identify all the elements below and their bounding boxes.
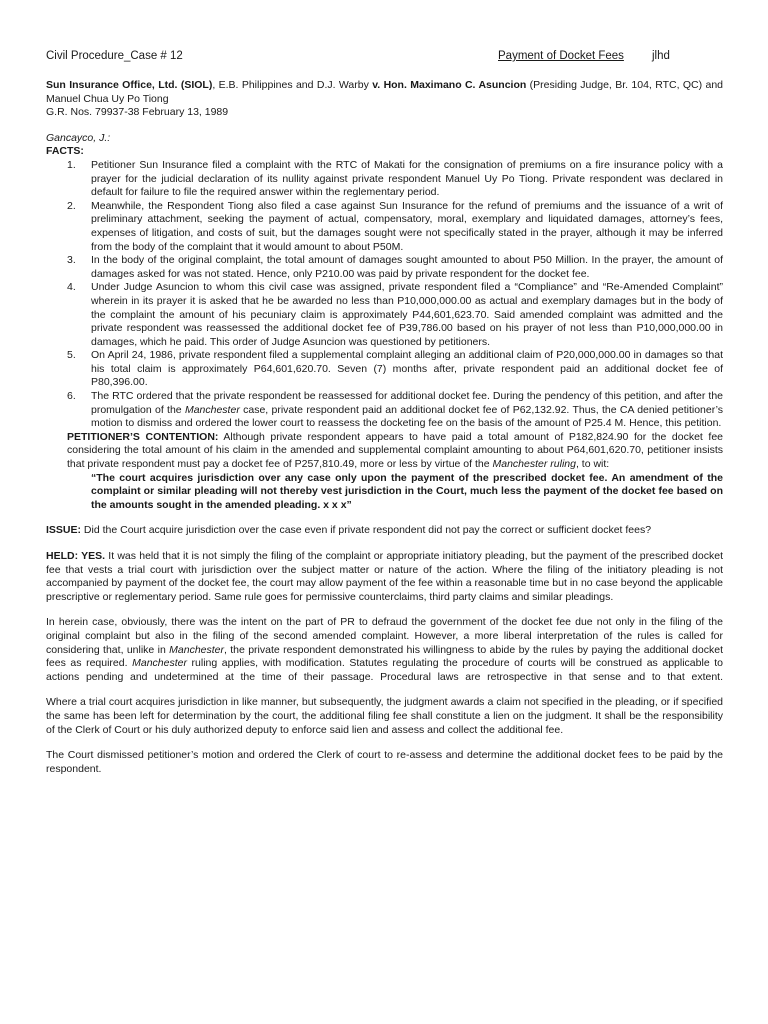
lien-paragraph: Where a trial court acquires jurisdiction in like manner, but subsequently, the judgment awards a claim not specified in the pleading, or if specified the same has been left for determination by the court, the additional filing fee shall constitute a lien on the judgment. It shall be the responsibility of the Clerk of Court or his duly authorized deputy to enforce said lien and assess and collect the additional fee. (46, 696, 723, 736)
discussion-paragraph: In herein case, obviously, there was the intent on the part of PR to defraud the government of the docket fee due not only in the filing of the original complaint but also in the filing of the second amended complaint. However, a more liberal interpretation of the rules is called for considering that, unlike in Manchester, the private respondent demonstrated his willingness to abide by the rules by paying the additional docket fees as required. Manchester ruling applies, with modification. Statutes regulating the procedure of courts will be construed as applicable to actions pending and undetermined at the time of their passage. Procedural laws are retrospective in that sense and to that extent. (46, 616, 723, 683)
gr-number: G.R. Nos. 79937-38 February 13, 1989 (46, 106, 229, 119)
petitioner-name: Sun Insurance Office, Ltd. (SIOL) (46, 79, 213, 91)
manchester-quote: “The court acquires jurisdiction over any case only upon the payment of the prescribed docket fee. An amendment of the complaint or similar pleading will not thereby vest jurisdiction in the Court, much less the payment of the docket fee based on the amounts sought in the amended pleading. x x x” (91, 471, 723, 511)
fact-item: 2. Meanwhile, the Respondent Tiong also filed a case against Sun Insurance for the refund of premiums and the issuance of a writ of preliminary attachment, seeking the payment of actual, compensatory, moral, exemplary and liquidated damages, attorney’s fees, expenses of litigation, and costs of suit, but the damages sought were not specifically stated in the prayer, although it may be inferred from the body of the complaint that it would amount to about P50M. (67, 199, 723, 253)
respondent-name: v. Hon. Maximano C. Asuncion (372, 79, 527, 91)
co-petitioners: , E.B. Philippines and D.J. Warby (212, 79, 373, 91)
fact-item: 5. On April 24, 1986, private respondent filed a supplemental complaint alleging an additional claim of P20,000,000.00 in damages so that his total claim is approximately P64,601,620.70. Seven (7) months after, private respondent paid an additional docket fee of P80,396.00. (67, 349, 723, 389)
document-body (46, 79, 723, 776)
ponente: Gancayco, J.: (46, 131, 111, 144)
fact-item: 6. The RTC ordered that the private respondent be reassessed for additional docket fee. During the pendency of this petition, and after the promulgation of the Manchester case, private respondent paid an additional docket fee of P62,132.92. Thus, the CA denied petitioner’s motion to dismiss and ordered the lower court to reassess the docketing fee on the basis of the amount of P25.4 M. Hence, this petition. (67, 390, 724, 430)
fact-item: 1. Petitioner Sun Insurance filed a complaint with the RTC of Makati for the consignation of premiums on a fire insurance policy with a prayer for the judicial declaration of its nullity against private respondent Manuel Uy Po Tiong. Private respondent was declared in default for failure to file the required answer within the reglementary period. (67, 158, 723, 199)
judge-detail: (Presiding Judge, Br. 104, RTC, QC) and Manuel Chua Uy Po Tiong (46, 79, 724, 105)
fact-item: 3. In the body of the original complaint, the total amount of damages sought amounted to about P50 Million. In the prayer, the amount of damages asked for was not stated. Hence, only P210.00 was paid by private respondent for the docket fee. (67, 254, 723, 280)
dispositive-paragraph: The Court dismissed petitioner’s motion and ordered the Clerk of court to re-assess and determine the additional docket fees to be paid by the respondent. (46, 749, 723, 775)
fact-item: 4. Under Judge Asuncion to whom this civil case was assigned, private respondent filed a “Compliance” and “Re-Amended Complaint” wherein in its prayer it is asked that he be awarded no less than P10,000,000.00 as actual and exemplary damages but in the body of the complaint the amount of his pecuniary claim is approximately P44,601,623.70. Said amended complaint was admitted and the private respondent was reassessed the additional docket fee of P39,786.00 based on his prayer of not less than P10,000,000.00 in damages, which he paid. This order of Judge Asuncion was questioned by petitioners. (67, 281, 723, 348)
held: HELD: YES. It was held that it is not simply the filing of the complaint or appropriate initiatory pleading, but the payment of the prescribed docket fee that vests a trial court with jurisdiction over the subject matter or nature of the action. Where the filing of the initiatory pleading is not accompanied by payment of the docket fee, the court may allow payment of the fee within a reasonable time but in no case beyond the applicable prescriptive or reglementary period. Same rule goes for permissive counterclaims, third party claims and similar pleadings. (46, 550, 723, 603)
header-initials: jlhd (652, 50, 670, 62)
issue: ISSUE: Did the Court acquire jurisdiction over the case even if private respondent did not pay the correct or sufficient docket fees? (46, 524, 652, 537)
header-course-title: Civil Procedure_Case # 12 (46, 50, 183, 62)
case-title (46, 79, 723, 106)
facts-list (46, 159, 723, 431)
facts-heading: FACTS: (46, 145, 84, 158)
header-topic: Payment of Docket Fees (498, 50, 624, 62)
petitioners-contention: PETITIONER’S CONTENTION: Although private respondent appears to have paid a total amount of P182,824.90 for the docket fee considering the total amount of his claim in the amended and supplemental complaint amounting to about P64,601,620.70, petitioner insists that private respondent must pay a docket fee of P257,810.49, more or less by virtue of the Manchester ruling, to wit: (67, 430, 723, 471)
